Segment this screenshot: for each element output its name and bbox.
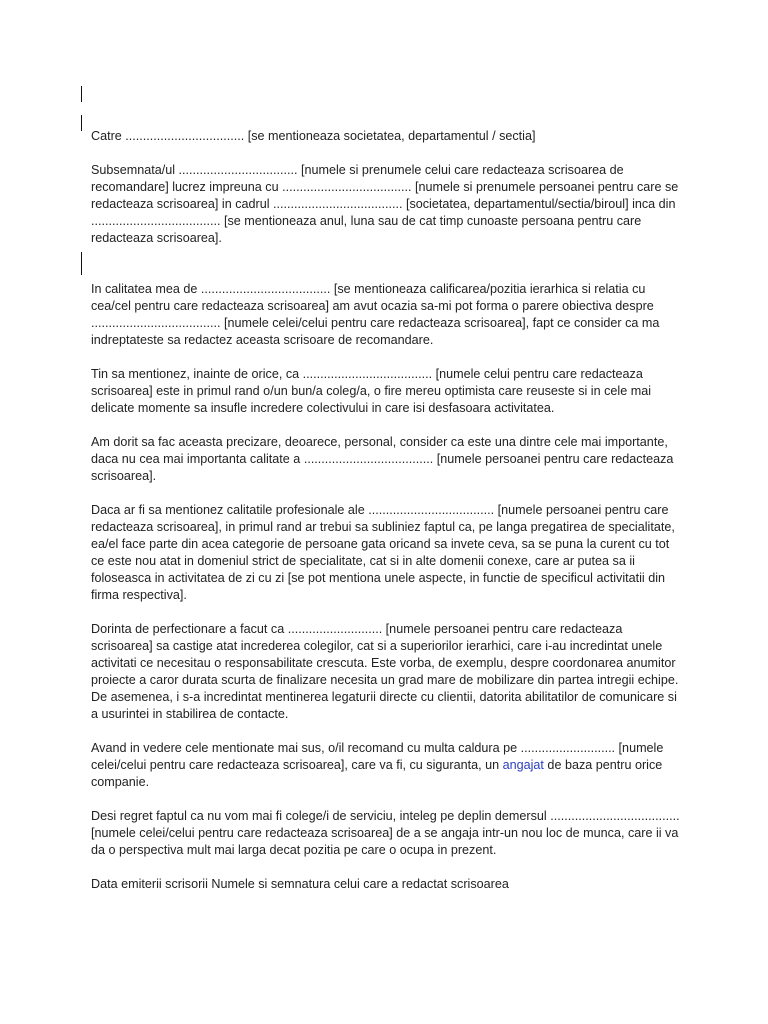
text-cursor-mark [81, 115, 82, 131]
intro-paragraph: Subsemnata/ul .................................. [numele si prenumele celui care redacteaza scrisoarea de recomandare] lucrez impreuna cu ..................................... [numele si prenumele persoanei pentru care se redacteaza scrisoarea] in cadrul ..................................... [societatea, departamentul/sectia/biroul] inca din ..................................... [se mentioneaza anul, luna sau de cat timp cunoaste persoana pentru care redacteaza scrisoarea]. [91, 163, 679, 245]
recommendation-text: Avand in vedere cele mentionate mai sus, o/il recomand cu multa caldura pe ........................... [numele celei/celui pentru care redacteaza scrisoarea], care va fi, cu siguranta, un [91, 741, 664, 772]
capacity-paragraph: In calitatea mea de ..................................... [se mentioneaza calificarea/pozitia ierarhica si relatia cu cea/cel pentru care redacteaza scrisoarea] am avut ocazia sa-mi pot forma o parere obiectiva despre ..................................... [numele celei/celui pentru care redacteaza scrisoarea], fapt ce consider ca ma indreptateste sa redactez aceasta scrisoare de recomandare. [91, 282, 660, 347]
clients-paragraph: De asemenea, i s-a incredintat mentinerea legaturii directe cu clientii, datorita abilitatilor de comunicare si a usurintei in stabilirea de contacte. [91, 690, 677, 721]
regret-paragraph: Desi regret faptul ca nu vom mai fi colege/i de serviciu, inteleg pe deplin demersul ..................................... [numele celei/celui pentru care redacteaza scrisoarea] de a se angaja intr-un nou loc de munca, care ii va da o perspectiva mult mai larga decat pozitia pe care o ocupa in prezent. [91, 809, 680, 857]
letter-body [91, 128, 681, 893]
angajat-link[interactable]: angajat [502, 758, 544, 772]
professional-qualities-paragraph: Daca ar fi sa mentionez calitatile profesionale ale .................................... [numele persoanei pentru care redacteaza scrisoarea], in primul rand ar trebui sa subliniez faptul ca, pe langa pregatirea de specialitate, ea/el face parte din acea categorie de persoane gata oricand sa invete ceva, sa se puna la curent cu tot ce este nou atat in domeniul strict de specialitate, cat si in alte domenii conexe, care ar putea sa ii foloseasca in activitatea de zi cu zi [se pot mentiona unele aspecte, in functie de specificul activitatii din firma respectiva]. [91, 503, 675, 602]
text-cursor-mark [81, 86, 82, 102]
first-quality-paragraph: Tin sa mentionez, inainte de orice, ca ..................................... [numele celui pentru care redacteaza scrisoarea] este in primul rand o/un bun/a coleg/a, o fire mereu optimista care reuseste si in cele mai delicate momente sa insufle incredere colectivului in care isi desfasoara activitatea. [91, 367, 651, 415]
closing-line: Data emiterii scrisorii Numele si semnatura celui care a redactat scrisoarea [91, 877, 509, 891]
improvement-paragraph: Dorinta de perfectionare a facut ca ........................... [numele persoanei pentru care redacteaza scrisoarea] sa castige atat increderea colegilor, cat si a superiorilor ierarhici, care i-au incredintat unele activitati ce necesitau o responsabilitate crescuta. Este vorba, de exemplu, despre coordonarea anumitor proiecte a caror durata scurta de finalizare necesita un grad mare de mobilizare din partea intregii echipe. [91, 622, 679, 687]
recommendation-text-end: de baza pentru orice companie. [91, 758, 663, 789]
recommendation-paragraph [91, 740, 681, 791]
recipient-line: Catre .................................. [se mentioneaza societatea, departamentul / sectia] [91, 129, 536, 143]
text-cursor-mark [81, 252, 82, 275]
clarification-paragraph: Am dorit sa fac aceasta precizare, deoarece, personal, consider ca este una dintre cele mai importante, daca nu cea mai importanta calitate a ..................................... [numele persoanei pentru care redacteaza scrisoarea]. [91, 435, 674, 483]
